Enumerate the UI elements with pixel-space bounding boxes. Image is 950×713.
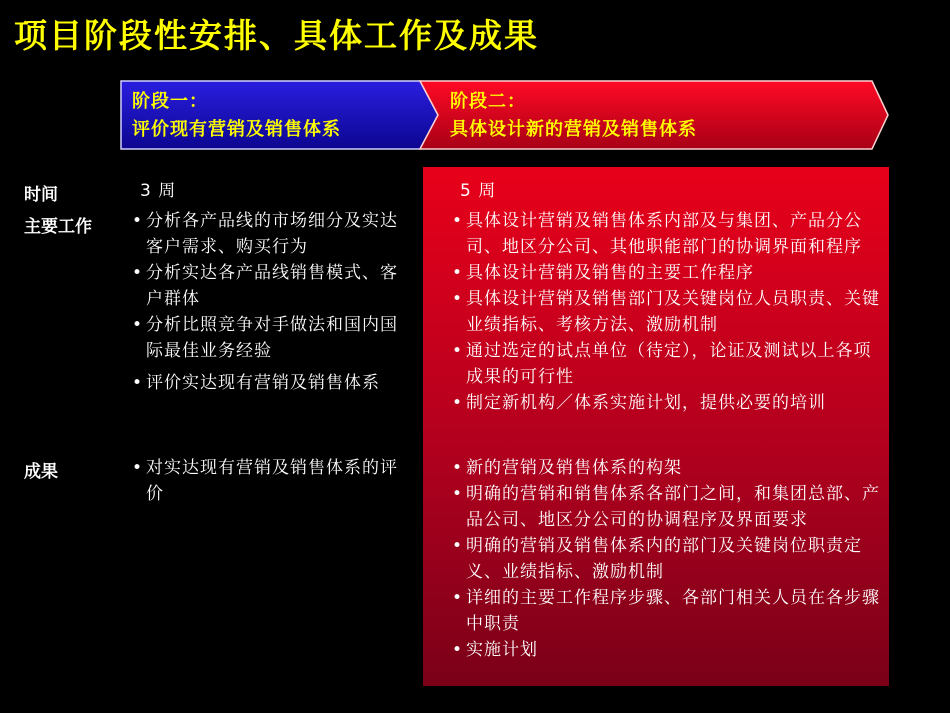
list-item: • 制定新机构／体系实施计划，提供必要的培训 — [450, 390, 880, 416]
list-item: • 实施计划 — [450, 637, 880, 663]
phase2-results-list — [450, 455, 880, 663]
time-row-label: 时间 — [24, 185, 58, 205]
phase-arrow-bar — [120, 80, 890, 150]
result-row-label: 成果 — [24, 462, 58, 482]
list-item: • 详细的主要工作程序步骤、各部门相关人员在各步骤中职责 — [450, 585, 880, 637]
phase2-subtitle: 具体设计新的营销及销售体系 — [450, 119, 697, 140]
list-item: • 分析比照竞争对手做法和国内国际最佳业务经验 — [130, 312, 415, 364]
phase1-time — [130, 178, 415, 204]
phase1-duration: 3 周 — [140, 181, 177, 201]
list-item: • 通过选定的试点单位（待定），论证及测试以上各项成果的可行性 — [450, 338, 880, 390]
phase2-label — [450, 88, 697, 144]
list-item: • 新的营销及销售体系的构架 — [450, 455, 880, 481]
phase2-title: 阶段二： — [450, 91, 526, 112]
page-title: 项目阶段性安排、具体工作及成果 — [14, 16, 539, 55]
phase1-results-list — [130, 455, 415, 507]
list-item: • 明确的营销和销售体系各部门之间，和集团总部、产品公司、地区分公司的协调程序及界面要求 — [450, 481, 880, 533]
phase1-label — [132, 88, 341, 144]
phase2-time — [450, 178, 880, 204]
phase1-title: 阶段一： — [132, 91, 208, 112]
list-item: • 明确的营销及销售体系内的部门及关键岗位职责定义、业绩指标、激励机制 — [450, 533, 880, 585]
phase2-duration: 5 周 — [460, 181, 497, 201]
phase1-subtitle: 评价现有营销及销售体系 — [132, 119, 341, 140]
list-item: • 具体设计营销及销售部门及关键岗位人员职责、关键业绩指标、考核方法、激励机制 — [450, 286, 880, 338]
work-row-label: 主要工作 — [24, 217, 92, 237]
list-item: • 具体设计营销及销售的主要工作程序 — [450, 260, 880, 286]
list-item: • 具体设计营销及销售体系内部及与集团、产品分公司、地区分公司、其他职能部门的协调界面和程序 — [450, 208, 880, 260]
phase1-work-list — [130, 208, 415, 396]
list-item: • 分析各产品线的市场细分及实达客户需求、购买行为 — [130, 208, 415, 260]
list-item: • 评价实达现有营销及销售体系 — [130, 370, 415, 396]
phase2-work-list — [450, 208, 880, 416]
list-item: • 分析实达各产品线销售模式、客户群体 — [130, 260, 415, 312]
list-item: • 对实达现有营销及销售体系的评价 — [130, 455, 415, 507]
